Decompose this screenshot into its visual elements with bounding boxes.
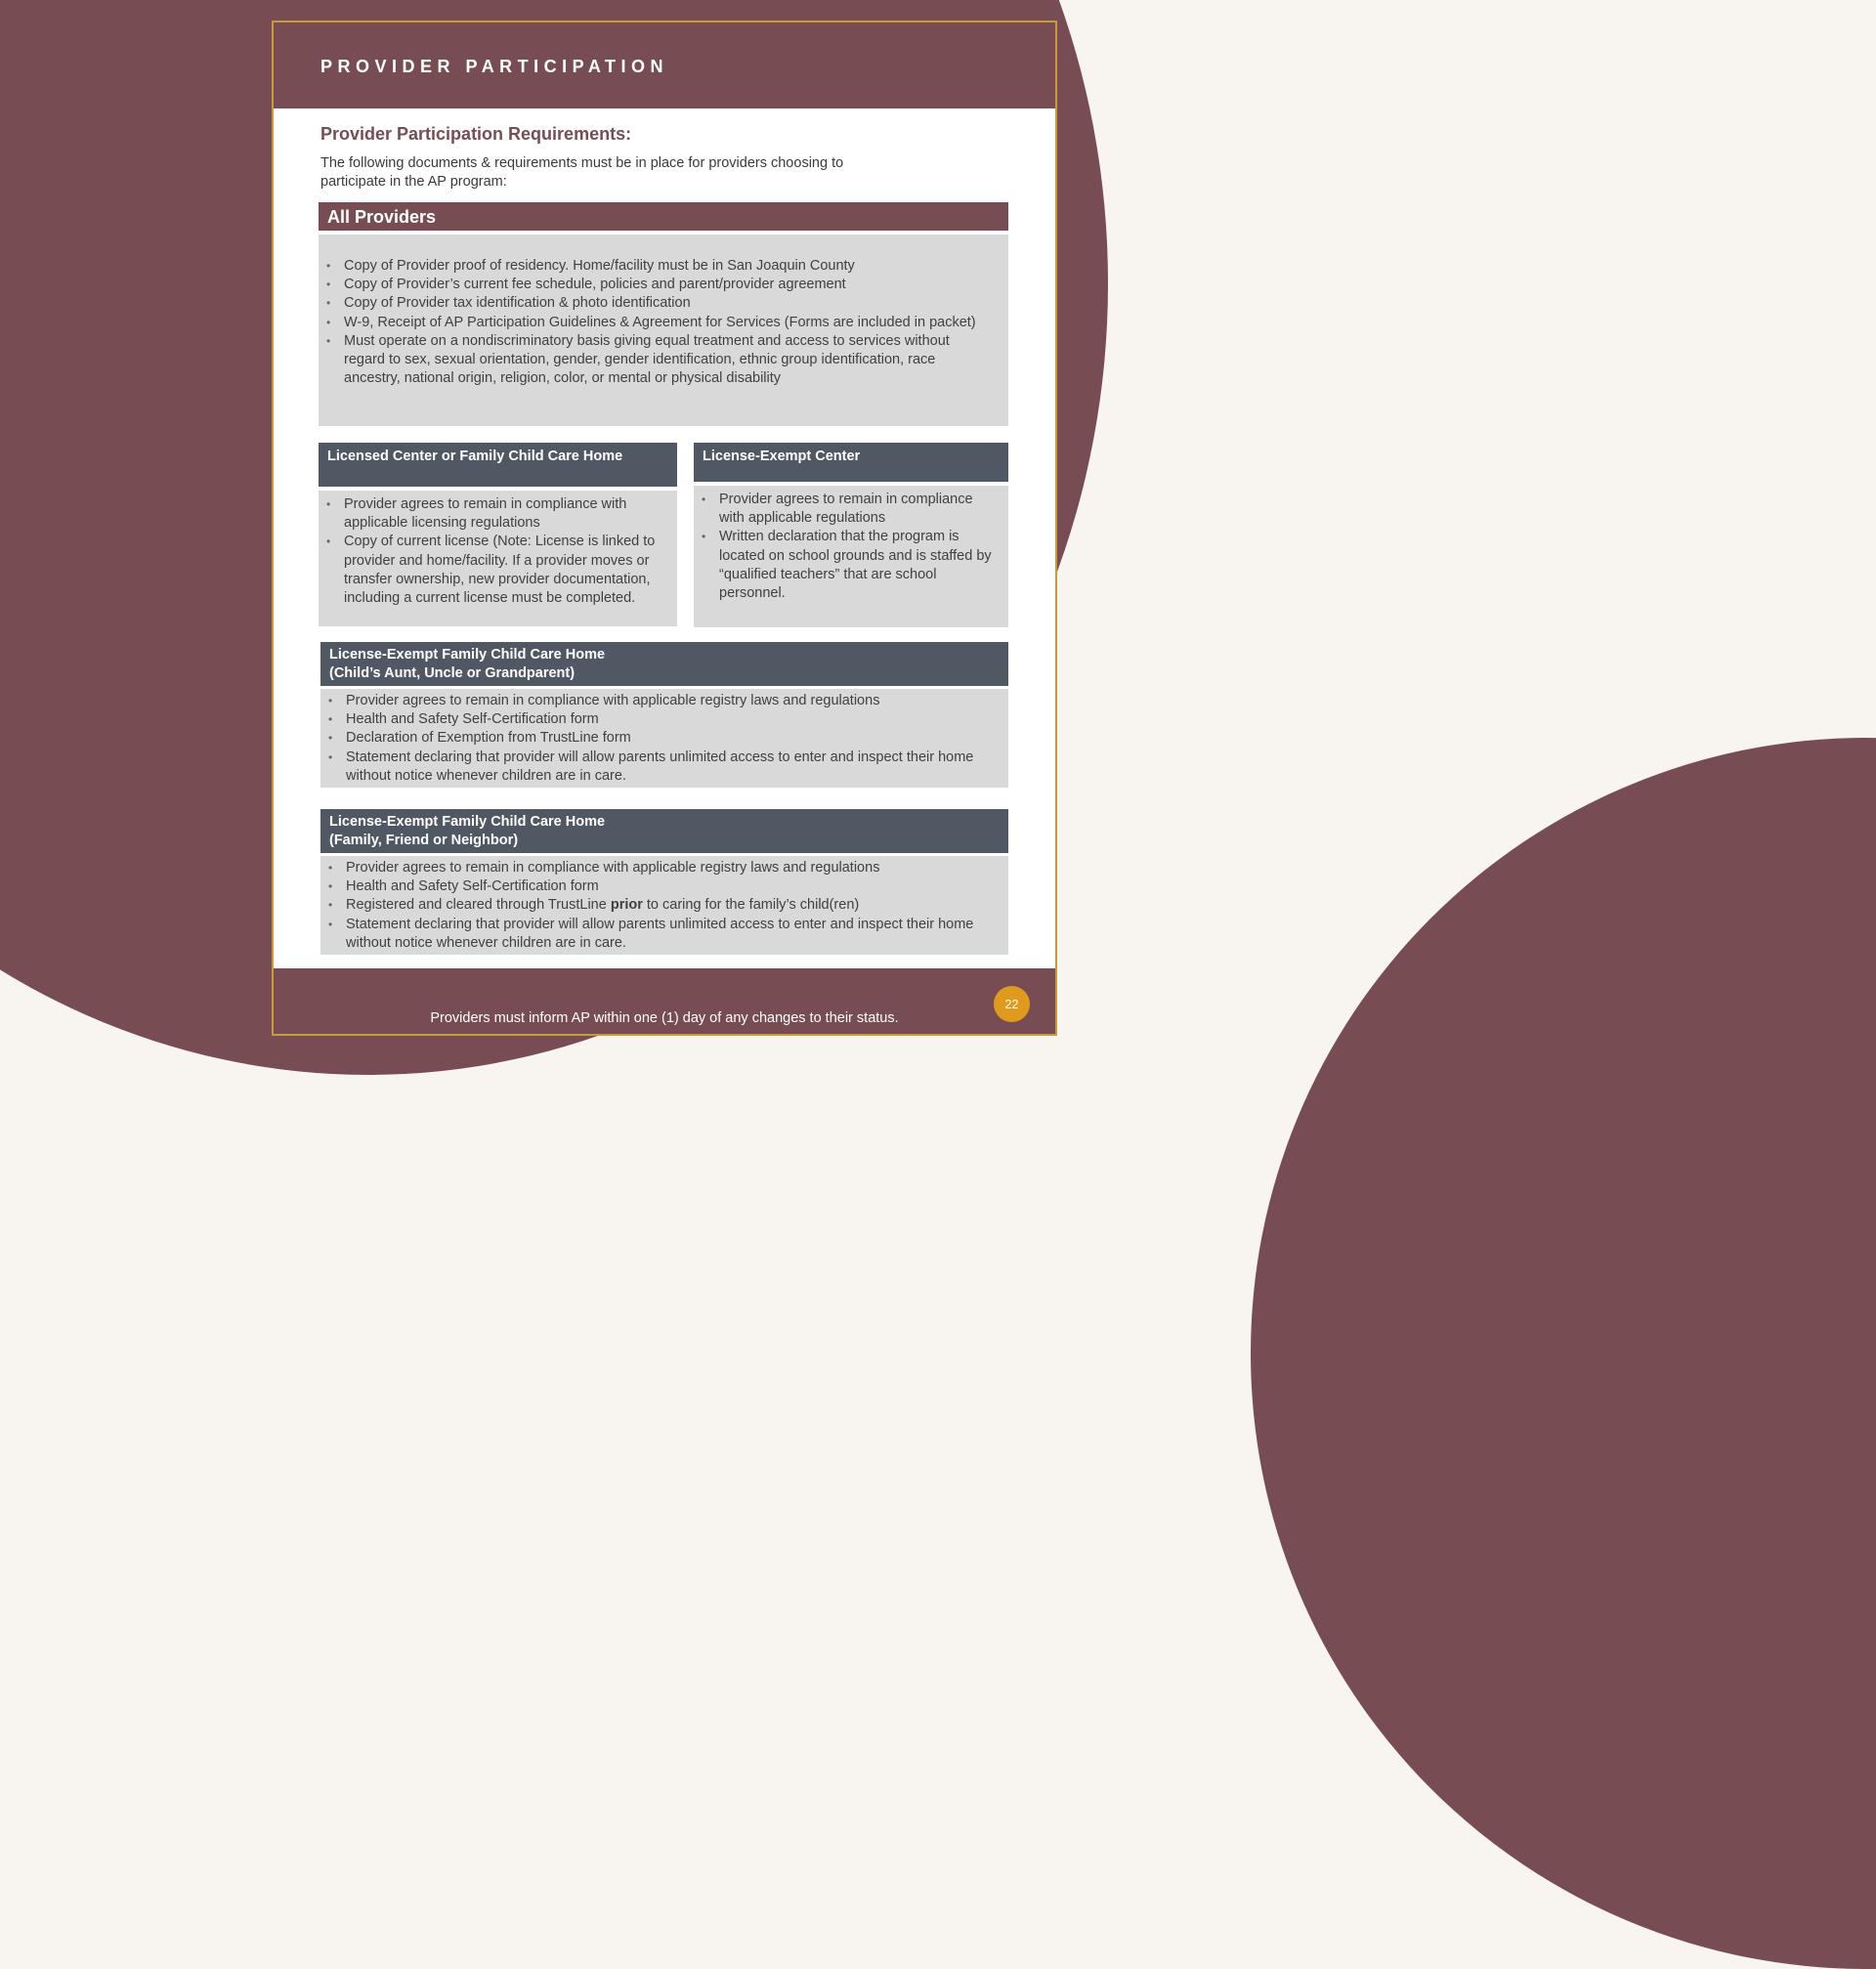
list-item: • Declaration of Exemption from TrustLine form xyxy=(320,729,995,748)
licensed-center-title: Licensed Center or Family Child Care Home xyxy=(327,449,623,464)
all-providers-list xyxy=(319,257,989,388)
licensed-center-header xyxy=(319,443,677,487)
list-item-trustline xyxy=(320,896,995,915)
exempt-relative-title: License-Exempt Family Child Care Home xyxy=(329,647,606,663)
background-shape-right xyxy=(1251,738,1876,1969)
exempt-ffn-header xyxy=(320,809,1008,853)
list-item: • Provider agrees to remain in compliance with applicable regulations xyxy=(694,491,1001,528)
requirements-heading: Provider Participation Requirements: xyxy=(320,124,632,144)
exempt-relative-subtitle: (Child’s Aunt, Uncle or Grandparent) xyxy=(329,665,576,681)
footer-note: Providers must inform AP within one (1) day of any changes to their status. xyxy=(430,1010,899,1026)
list-item: • Provider agrees to remain in compliance with applicable registry laws and regulations xyxy=(320,692,995,710)
list-item: • W-9, Receipt of AP Participation Guidelines & Agreement for Services (Forms are included in packet) xyxy=(319,314,989,332)
exempt-center-list xyxy=(694,491,1001,603)
page-number-badge xyxy=(994,986,1030,1022)
exempt-relative-body xyxy=(320,689,1008,788)
list-item: • Statement declaring that provider will allow parents unlimited access to enter and inspect their home without notice whenever children are in care. xyxy=(320,916,995,953)
list-item: • Written declaration that the program is located on school grounds and is staffed by “qualified teachers” that are school personnel. xyxy=(694,528,1001,603)
exempt-relative-list xyxy=(320,692,995,786)
exempt-center-body xyxy=(694,486,1008,627)
exempt-relative-header xyxy=(320,642,1008,686)
list-item: • Provider agrees to remain in compliance with applicable registry laws and regulations xyxy=(320,859,995,877)
list-item: • Provider agrees to remain in compliance with applicable licensing regulations xyxy=(319,495,665,533)
exempt-center-title: License-Exempt Center xyxy=(703,449,861,464)
trustline-text-post: to caring for the family’s child(ren) xyxy=(642,897,860,914)
list-item: • Copy of current license (Note: License is linked to provider and home/facility. If a provider moves or transfer ownership, new provider documentation, including a current license must be completed. xyxy=(319,533,665,608)
licensed-center-body xyxy=(319,491,677,626)
list-item: • Copy of Provider tax identification & photo identification xyxy=(319,294,989,313)
exempt-ffn-subtitle: (Family, Friend or Neighbor) xyxy=(329,833,519,848)
list-item: • Health and Safety Self-Certification form xyxy=(320,710,995,729)
exempt-ffn-body xyxy=(320,856,1008,955)
exempt-center-header xyxy=(694,443,1008,482)
trustline-emphasis: prior xyxy=(610,897,643,914)
all-providers-header xyxy=(319,202,1008,231)
licensed-center-list xyxy=(319,495,665,608)
all-providers-body xyxy=(319,235,1008,426)
all-providers-title: All Providers xyxy=(327,207,437,227)
document-page xyxy=(272,21,1057,1036)
page-number: 22 xyxy=(1004,997,1019,1011)
list-item: • Must operate on a nondiscriminatory basis giving equal treatment and access to services without regard to sex, sexual orientation, gender, gender identification, ethnic group identification, race ancestry, national origin, religion, color, or mental or physical disability xyxy=(319,332,989,389)
list-item: • Statement declaring that provider will allow parents unlimited access to enter and inspect their home without notice whenever children are in care. xyxy=(320,749,995,786)
list-item: • Health and Safety Self-Certification form xyxy=(320,877,995,896)
exempt-ffn-title: License-Exempt Family Child Care Home xyxy=(329,814,606,830)
page-title: PROVIDER PARTICIPATION xyxy=(320,57,669,76)
list-item: • Copy of Provider proof of residency. Home/facility must be in San Joaquin County xyxy=(319,257,989,276)
list-item: • Copy of Provider’s current fee schedule, policies and parent/provider agreement xyxy=(319,276,989,294)
trustline-text-pre: Registered and cleared through TrustLine xyxy=(346,897,611,914)
exempt-ffn-list xyxy=(320,859,995,953)
requirements-intro: The following documents & requirements must be in place for providers choosing to participate in the AP program: xyxy=(320,155,844,190)
